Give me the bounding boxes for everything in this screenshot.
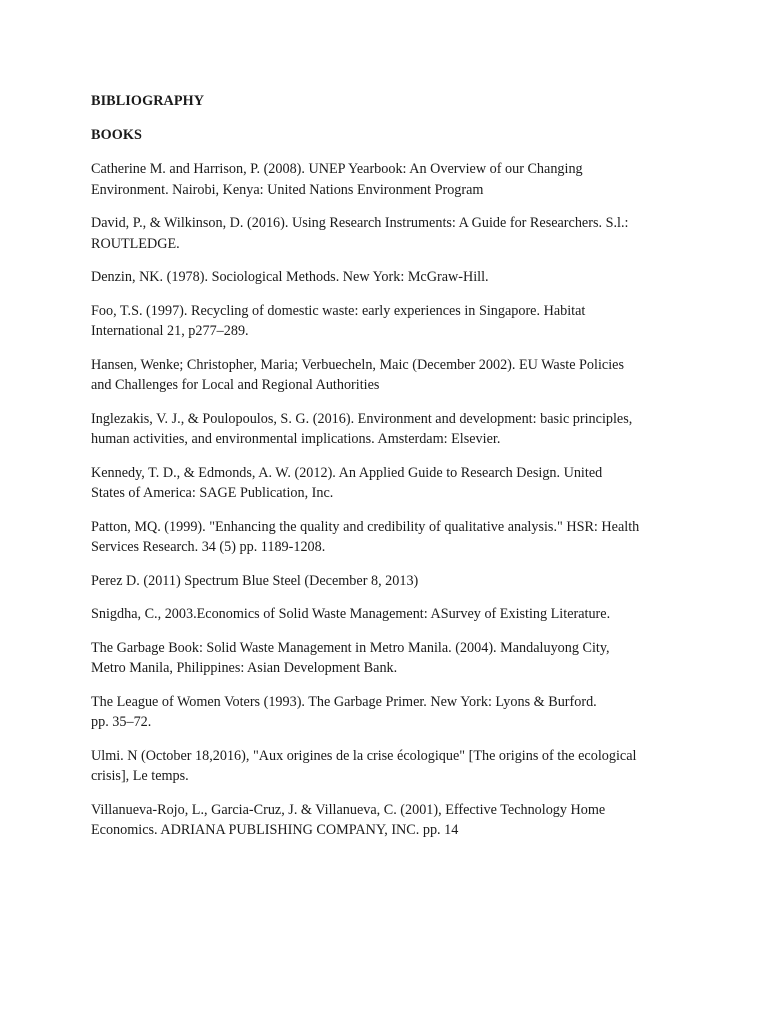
reference-line: Foo, T.S. (1997). Recycling of domestic waste: early experiences in Singapore. Habitat — [91, 302, 586, 319]
reference-entry — [91, 267, 691, 288]
reference-line: Denzin, NK. (1978). Sociological Methods. New York: McGraw-Hill. — [91, 269, 489, 285]
reference-line: International 21, p277–289. — [91, 323, 249, 339]
reference-entry — [91, 692, 691, 733]
reference-line: Kennedy, T. D., & Edmonds, A. W. (2012). An Applied Guide to Research Design. United — [91, 464, 603, 481]
reference-entry — [91, 301, 691, 342]
reference-entry — [91, 159, 691, 200]
reference-line: and Challenges for Local and Regional Authorities — [91, 377, 380, 393]
reference-entry — [91, 571, 691, 592]
reference-line: Inglezakis, V. J., & Poulopoulos, S. G. (2016). Environment and development: basic principles, — [91, 410, 633, 427]
reference-line: Economics. ADRIANA PUBLISHING COMPANY, INC. pp. 14 — [91, 822, 459, 838]
reference-line: Services Research. 34 (5) pp. 1189-1208. — [91, 539, 326, 555]
reference-line: human activities, and environmental implications. Amsterdam: Elsevier. — [91, 431, 501, 447]
reference-line: Environment. Nairobi, Kenya: United Nations Environment Program — [91, 181, 484, 198]
reference-entry — [91, 463, 691, 504]
reference-entry — [91, 638, 691, 679]
reference-line: Patton, MQ. (1999). "Enhancing the quality and credibility of qualitative analysis." HSR: Health — [91, 518, 640, 535]
reference-entry — [91, 604, 691, 625]
reference-line: ROUTLEDGE. — [91, 235, 180, 252]
reference-entry — [91, 355, 691, 396]
reference-line: Metro Manila, Philippines: Asian Development Bank. — [91, 660, 398, 676]
reference-line: pp. 35–72. — [91, 714, 152, 730]
reference-line: Perez D. (2011) Spectrum Blue Steel (December 8, 2013) — [91, 572, 419, 589]
reference-entry — [91, 800, 691, 841]
books-section-heading: BOOKS — [91, 127, 142, 143]
reference-line: Ulmi. N (October 18,2016), "Aux origines de la crise écologique" [The origins of the ecological — [91, 747, 637, 764]
reference-entry — [91, 213, 691, 254]
reference-entry — [91, 517, 691, 558]
reference-line: Catherine M. and Harrison, P. (2008). UNEP Yearbook: An Overview of our Changing — [91, 161, 583, 177]
reference-line: The League of Women Voters (1993). The Garbage Primer. New York: Lyons & Burford. — [91, 693, 597, 710]
reference-entry — [91, 746, 691, 787]
reference-line: The Garbage Book: Solid Waste Management in Metro Manila. (2004). Mandaluyong City, — [91, 639, 610, 656]
reference-line: Villanueva-Rojo, L., Garcia-Cruz, J. & Villanueva, C. (2001), Effective Technology Home — [91, 801, 606, 818]
reference-list — [91, 159, 691, 854]
reference-line: crisis], Le temps. — [91, 768, 189, 784]
reference-line: Hansen, Wenke; Christopher, Maria; Verbuecheln, Maic (December 2002). EU Waste Policies — [91, 356, 624, 373]
bibliography-heading: BIBLIOGRAPHY — [91, 93, 205, 109]
reference-line: David, P., & Wilkinson, D. (2016). Using Research Instruments: A Guide for Researchers. S.l.: — [91, 215, 629, 231]
reference-line: States of America: SAGE Publication, Inc. — [91, 485, 334, 501]
reference-line: Snigdha, C., 2003.Economics of Solid Waste Management: ASurvey of Existing Literature. — [91, 606, 611, 622]
reference-entry — [91, 409, 691, 450]
